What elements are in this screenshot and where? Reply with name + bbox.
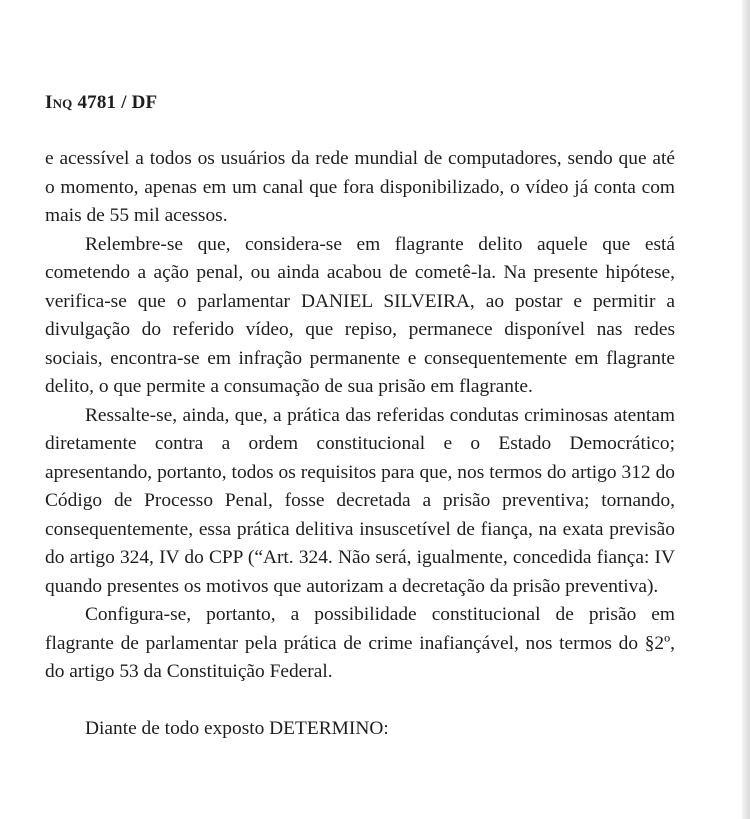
- paragraph-continuation: e acessível a todos os usuários da rede mundial de computadores, sendo que até o momento, apenas em um canal que fora disponibilizado, o vídeo já conta com mais de 55 mil acessos.: [45, 148, 675, 226]
- paragraph-determino: Diante de todo exposto DETERMINO:: [85, 717, 389, 739]
- paragraph-prisao-preventiva: Ressalte-se, ainda, que, a prática das referidas condutas criminosas atentam diretamente contra a ordem constitucional e o Estado Democrático; apresentando, portanto, todos os requisitos para que, nos termos do artigo 312 do Código de Processo Penal, fosse decretada a prisão preventiva; tornando, consequentemente, essa prática delitiva insuscetível de fiança, na exata previsão do artigo 324, IV do CPP (“Art. 324. Não será, igualmente, concedida fiança: IV quando presentes os motivos que autorizam a decretação da prisão preventiva).: [45, 404, 675, 597]
- inq-label: Inq: [45, 92, 73, 113]
- case-number: 4781 / DF: [77, 92, 158, 113]
- document-body: [45, 145, 675, 743]
- paragraph-flagrante-delito: Relembre-se que, considera-se em flagrante delito aquele que está cometendo a ação penal, ou ainda acabou de cometê-la. Na presente hipótese, verifica-se que o parlamentar DANIEL SILVEIRA, ao postar e permitir a divulgação do referido vídeo, que repiso, permanece disponível nas redes sociais, encontra-se em infração permanente e consequentemente em flagrante delito, o que permite a consumação de sua prisão em flagrante.: [45, 233, 675, 397]
- paragraph-gap: [45, 687, 675, 715]
- case-header: [45, 92, 157, 114]
- paragraph-constitucional: Configura-se, portanto, a possibilidade constitucional de prisão em flagrante de parlamentar pela prática de crime inafiançável, nos termos do §2º, do artigo 53 da Constituição Federal.: [45, 604, 675, 682]
- page-edge-shadow: [742, 0, 750, 819]
